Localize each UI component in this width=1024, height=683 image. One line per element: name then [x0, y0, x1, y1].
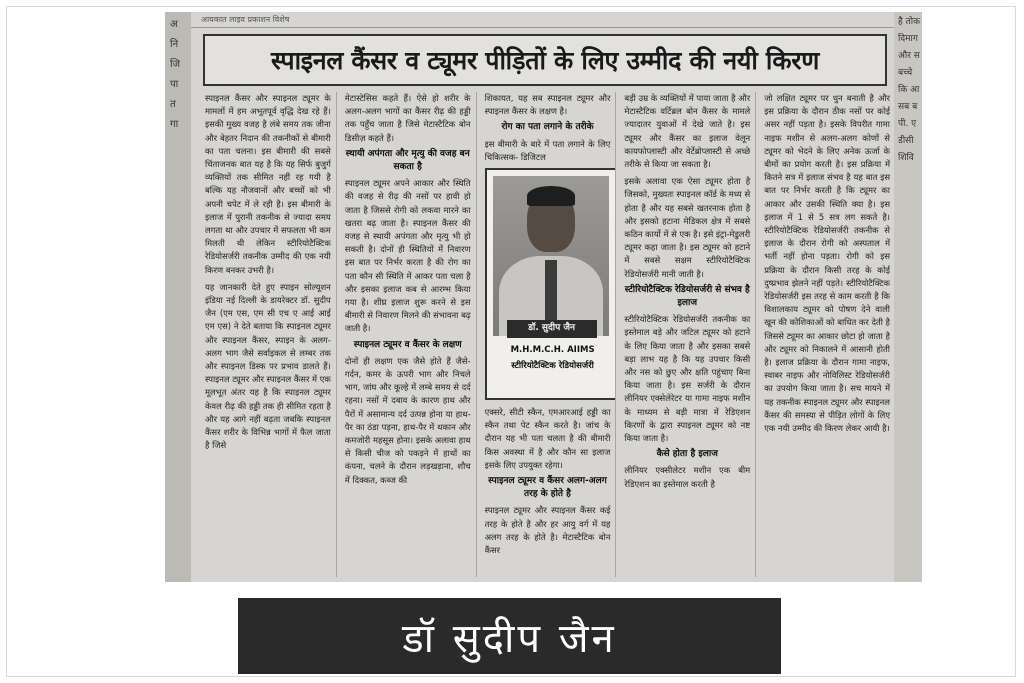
subheading: स्टीरियोटैक्टिक रेडियोसर्जरी से संभव है इलाज — [624, 284, 750, 309]
doctor-photo-box — [485, 168, 617, 400]
paragraph: स्पाइनल कैंसर और स्पाइनल ट्यूमर के मामलों में हम अभूतपूर्व वृद्धि देख रहे हैं। इसकी मुख्य वजह है लंबे समय तक जीना और बेहतर निदान की तकनीकों से बीमारी का पता चलना। इस बीमारी की सबसे चिंताजनक बात यह है कि यह सिर्फ बुजुर्ग व्यक्तियों तक सीमित नहीं रह गयी है बल्कि यह नौजवानों और बच्चों को भी अपनी चपेट में ले रही है। इस बीमारी के इलाज में पुरानी तकनीक से ज्यादा समय लगता था और उपचार में सफलता भी कम मिलती थी लेकिन स्टीरियोटैक्टिक रेडियोसर्जरी तकनीक उम्मीद की एक नयी किरण बनकर उभरी है। — [205, 93, 331, 275]
subheading: रोग का पता लगाने के तरीके — [501, 122, 594, 133]
paragraph: एक्सरे, सीटी स्कैन, एमआरआई हड्डी का स्कैन तथा पेट स्कैन करते है। जांच के दौरान यह भी पता चलता है की बीमारी किस अवस्था में है और कौन सा इलाज इसके लिए उपयुक्त रहेगा। — [484, 407, 611, 470]
article-headline: स्पाइनल कैंसर व ट्यूमर पीड़ितों के लिए उम्मीद की नयी किरण — [203, 34, 887, 86]
edge-text: अ — [170, 19, 178, 30]
adjacent-column-right — [894, 12, 922, 582]
article-body — [205, 92, 895, 577]
paragraph: दोनों ही लक्षण एक जैसे होते हैं जैसे- गर्दन, कमर के ऊपरी भाग और निचले भाग, जांघ और कूल्हे में लम्बे समय से दर्द रहना। नसों में दबाव के कारण हाथ और पैरों में असामान्य दर्द उत्पन्न होना या हाथ-पैर का ठंडा पड़ना, हाथ-पैर में थकान और कमजोरी महसूस होना। इसके अलावा हाथ से किसी चीज को पकड़ने में हाथों का कंपना, चलने के दौरान लड़खड़ाना, शौच में दिक्कत, कब्ज की — [344, 355, 471, 485]
paragraph: इसके अलावा एक ऐसा ट्यूमर होता है जिसको, मुख्यतः स्पाइनल कॉर्ड के मध्य से होता है और यह सबसे खतरनाक होता है और इसको हटाना मेडिकल क्षेत्र में सबसे कठिन कार्यो में से एक है। इसे इंट्रा-मेडुलरी ट्यूमर कहा जाता है। इस ट्यूमर को हटाने में सबसे सक्षम स्टीरियोटैक्टिक रेडियोसर्जरी मानी जाती है। — [624, 176, 751, 279]
article-column-2 — [345, 92, 477, 577]
edge-text: कि आ — [898, 85, 920, 95]
photo-caption-name: डॉ. सुदीप जैन — [507, 320, 597, 338]
edge-text: शिवि — [898, 153, 914, 163]
paragraph: मेटास्टेसिस कहते हैं। ऐसे हो शरीर के अलग-अलग भागों का कैंसर रीढ़ की हड्डी तक पहुँच जाता है जिसे मेटास्टैटिक बोन डिसीज़ कहते हैं। — [344, 93, 471, 143]
newspaper-clipping — [165, 12, 922, 582]
adjacent-column-left — [165, 12, 191, 582]
photo-caption-degrees: M.H.M.C.H. AIIMS — [510, 345, 595, 356]
paragraph: जो लक्षित ट्यूमर पर धुन बनाती है और इस प्रक्रिया के दौरान ठीक नसों पर कोई असर नहीं पड़ता है। इसके विपरीत गामा नाइफ मशीन से अलग-अलग कोणों से ट्यूमर को भेदने के लिए अनेक ऊर्जा के बीमों का प्रयोग करती है। इस प्रक्रिया में कितने सत्र में इलाज संभव है यह बात इस बात पर निर्भर करती है कि ट्यूमर का आकार और उसकी स्थिति क्या है। इस इलाज में 1 से 5 सत्र लग सकते है। स्टीरियोटैक्टिक रेडियोसर्जरी तकनीक से इलाज के दौरान रोगी को अस्पताल में भर्ती नहीं होना पड़ता। रोगी को इस प्रक्रिया के दौरान किसी तरह के कोई दुष्प्रभाव झेलने नहीं पड़ते। स्टीरियोटैक्टिक रेडियोसर्जरी इस तरह से काम करती है कि विशालकाय ट्यूमर को पोषण देने वाली खून की कोशिकाओं को बाधित कर देती है जिससे ट्यूमर का आकार छोटा हो जाता है और ट्यूमर को निकालने में आसानी होती है। इलाज प्रक्रिया के दौरान गामा नाइफ, स्वाबर नाइफ और नोविलिस्ट रेडियोसर्जरी का उपयोग किया जाता है। सच मायने में यह तकनीक स्पाइनल ट्यूमर और स्पाइनल कैंसर की समस्या से पीड़ित लोगों के लिए एक नयी उम्मीद की किरण लेकर आयी है। — [764, 93, 890, 434]
edge-text: त — [170, 99, 176, 110]
edge-text: है तोक — [898, 17, 921, 27]
photo-caption-role: स्टीरियोटैक्टिक रेडियोसर्जरी — [511, 361, 594, 372]
article-column-4 — [624, 92, 756, 577]
edge-text: जि — [170, 59, 181, 70]
edge-text: गा — [170, 119, 179, 130]
subheading: स्पाइनल ट्यूमर व कैंसर के लक्षण — [353, 339, 462, 350]
paragraph: बड़ी उम्र के व्यक्तियों में पाया जाता है और मेटास्टैटिक वर्टिब्रल बोन कैंसर के मामले ज्यादातर युवाओं में देखे जाते है। इस ट्यूमर और कैंसर का इलाज वेलून कायफोप्लास्टी और वेर्टेब्रोप्लास्टी से अच्छे तरीके से किया जा सकता है। — [624, 93, 751, 170]
subheading: स्थायी अपंगता और मृत्यु की वजह बन सकता है — [345, 148, 470, 173]
doctor-name-banner: डॉ सुदीप जैन — [238, 598, 781, 674]
edge-text: नि — [170, 39, 179, 50]
doctor-portrait — [493, 176, 609, 336]
article-column-3 — [485, 92, 617, 577]
edge-text: पा — [170, 79, 179, 90]
paragraph: स्पाइनल ट्यूमर और स्पाइनल कैंसर कई तरह के होते है और हर आयु वर्ग में यह अलग तरह के होते है। मेटास्टैटिक बोन कैंसर — [484, 505, 611, 556]
edge-text: सब ब — [898, 102, 918, 112]
page-header-strip: आयकात लाइव प्रकाशन विशेष — [191, 12, 894, 28]
article-column-5 — [764, 92, 895, 577]
subheading: स्पाइनल ट्यूमर व कैंसर अलग-अलग तरह के होते है — [488, 476, 607, 500]
paragraph: इस बीमारी के बारे में पता लगाने के लिए चिकित्सक- डिजिटल — [484, 138, 611, 162]
edge-text: डीसी — [898, 136, 914, 146]
edge-text: बच्चे — [898, 68, 913, 78]
paragraph: यह जानकारी देते हुए स्पाइन सोल्यूशन इंडिया नई दिल्ली के डायरेक्टर डॉ. सुदीप जैन (एम एस, एम सी एच ए आई आई एम एस) ने देते बताया कि स्पाइनल ट्यूमर और स्पाइनल कैंसर, स्पाइन के अलग-अलग भाग जैसे सर्वाइकल से लम्बर तक और स्पाइनल डिस्क पर प्रभाव डालते हैं। स्पाइनल ट्यूमर और स्पाइनल कैंसर में एक मूलभूत अंतर यह है कि स्पाइनल ट्यूमर केवल रीढ़ की हड्डी तक ही सीमित रहता है और यह आगे नहीं बढ़ता जबकि स्पाइनल कैंसर शरीर के विभिन्न भागों में फैल जाता है जिसे — [205, 281, 331, 451]
portrait-hair — [527, 186, 575, 206]
paragraph: स्पाइनल ट्यूमर अपने आकार और स्थिति की वजह से रीढ़ की नसों पर हावी हो जाता है जिससे रोगी को लकवा मारने का खतरा बढ़ जाता है। स्पाइनल कैंसर की वजह से स्थायी अपंगता और मृत्यु भी हो सकती है। दोनों ही स्थितियों में निवारण इस बात पर निर्भर करता है की रोग का पता कौन सी स्थिति में आकर पता चला है और इसका इलाज कब से आरम्भ किया गया है। शीघ्र इलाज शुरू करने से इस बीमारी से निवारण मिलने की संभावना बढ़ जाती है। — [344, 178, 471, 334]
edge-text: पी. ए — [898, 119, 917, 129]
subheading: कैसे होता है इलाज — [656, 449, 718, 460]
paragraph: लीनियर एक्सीलेटर मशीन एक बीम रेडिएशन का इस्तेमाल करती है — [624, 465, 751, 489]
article-column-1 — [205, 92, 337, 577]
edge-text: दिमाग — [898, 34, 918, 44]
paragraph: स्टीरियोटैक्टिक रेडियोसर्जरी तकनीक का इस्तेमाल बड़े और जटिल ट्यूमर को हटाने के लिए किया जाता है और इसका सबसे बड़ा लाभ यह है कि यह उपचार किसी और नस को छुए और क्षति पहुंचाए बिना किया जाता है। इस सर्जरी के दौरान लीनियर एक्सेलेरेटर या गामा नाइफ मशीन के माध्यम से बड़ी मात्रा में रेडिएशन किरणों के द्वारा स्पाइनल ट्यूमर को नष्ट किया जाता है। — [624, 314, 751, 444]
edge-text: और स — [898, 51, 920, 61]
paragraph: शिकायत, यह सब स्पाइनल ट्यूमर और स्पाइनल कैंसर के लक्षण है। — [484, 93, 611, 117]
